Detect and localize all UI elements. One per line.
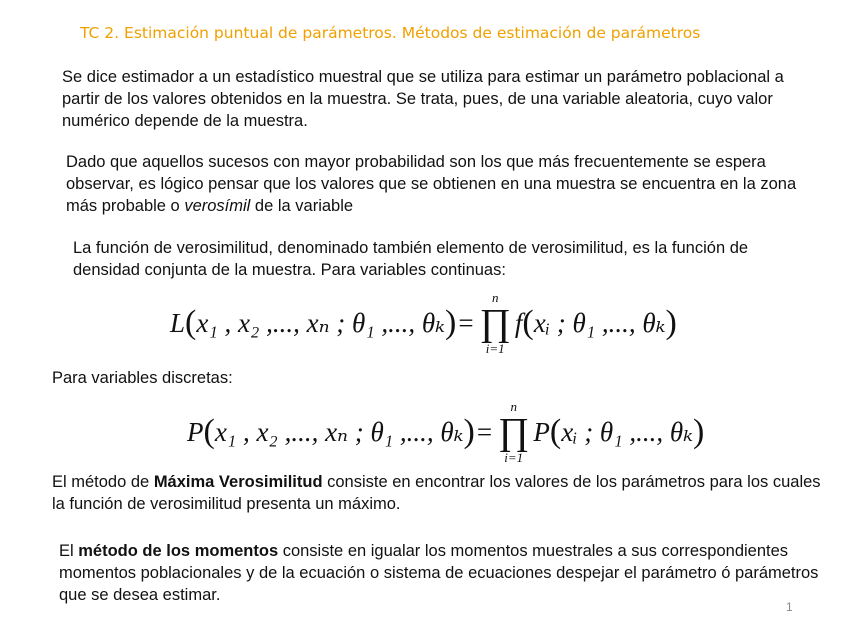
product-operator [480,291,511,355]
paragraph-text: de la variable [250,197,354,215]
paragraph-funcion-verosimilitud: La función de verosimilitud, denominado también elemento de verosimilitud, es la función de densidad conjunta de la muestra. Para variables continuas: [73,239,749,279]
formula-paren: ( [522,304,534,341]
paragraph-metodo-momentos [59,540,819,606]
formula-lhs-args: x₁ , x₂ ,..., xₙ ; θ₁ ,..., θₖ [196,307,446,338]
product-symbol-icon: ∏ [498,411,530,453]
formula-rhs-function: f [514,307,523,338]
paragraph-estimador: Se dice estimador a un estadístico muestral que se utiliza para estimar un parámetro poblacional a partir de los valores obtenidos en la muestra. Se trata, pues, de una variable aleatoria, cuyo valor numérico depende de la muestra. [62,68,784,130]
formula-equals: = [476,416,493,447]
formula-lhs-function: P [187,416,204,447]
formula-equals: = [458,307,474,338]
paragraph-discretas: Para variables discretas: [52,369,233,387]
paragraph-text: consiste en encontrar los valores de los parámetros para los cuales la función de verosimilitud presenta un máximo. [52,473,821,513]
product-lower-limit: i=1 [485,341,505,356]
term-metodo-momentos: método de los momentos [78,542,279,560]
formula-paren: ( [185,304,197,341]
paragraph-text: El [59,542,79,560]
product-upper-limit: n [491,290,499,305]
formula-lhs-function: L [170,307,186,338]
formula-lhs-args: x₁ , x₂ ,..., xₙ ; θ₁ ,..., θₖ [214,416,464,447]
product-symbol-icon: ∏ [479,302,511,344]
page-number: 1 [786,600,793,614]
formula-paren: ) [463,413,475,450]
formula-continuous [170,287,677,359]
term-maxima-verosimilitud: Máxima Verosimilitud [153,473,323,491]
formula-paren: ) [692,413,705,450]
formula-rhs-args: xᵢ ; θ₁ ,..., θₖ [533,307,666,338]
paragraph-text: Dado que aquellos sucesos con mayor probabilidad son los que más frecuentemente se espera observar, es lógico pensar que los valores que se obtienen en una muestra se encuentra en la zona más probable o [66,153,797,215]
emphasis-verosimil: verosímil [184,197,251,215]
formula-rhs-args: xᵢ ; θ₁ ,..., θₖ [561,416,693,447]
paragraph-text: El método de [52,473,154,491]
slide-title: TC 2. Estimación puntual de parámetros. Métodos de estimación de parámetros [80,24,701,42]
product-operator [498,400,529,464]
formula-rhs-function: P [533,416,550,447]
formula-discrete [187,396,704,468]
paragraph-text: consiste en igualar los momentos muestrales a sus correspondientes momentos poblacionales y de la ecuación o sistema de ecuaciones despejar el parámetro ó parámetros que se desea estimar. [59,542,819,604]
formula-paren: ( [203,413,215,450]
formula-paren: ) [445,304,457,341]
product-lower-limit: i=1 [504,450,524,465]
product-upper-limit: n [510,399,517,414]
paragraph-maxima-verosimilitud [52,471,822,515]
paragraph-verosimil [66,151,816,217]
formula-paren: ) [665,304,677,341]
formula-paren: ( [549,413,562,450]
